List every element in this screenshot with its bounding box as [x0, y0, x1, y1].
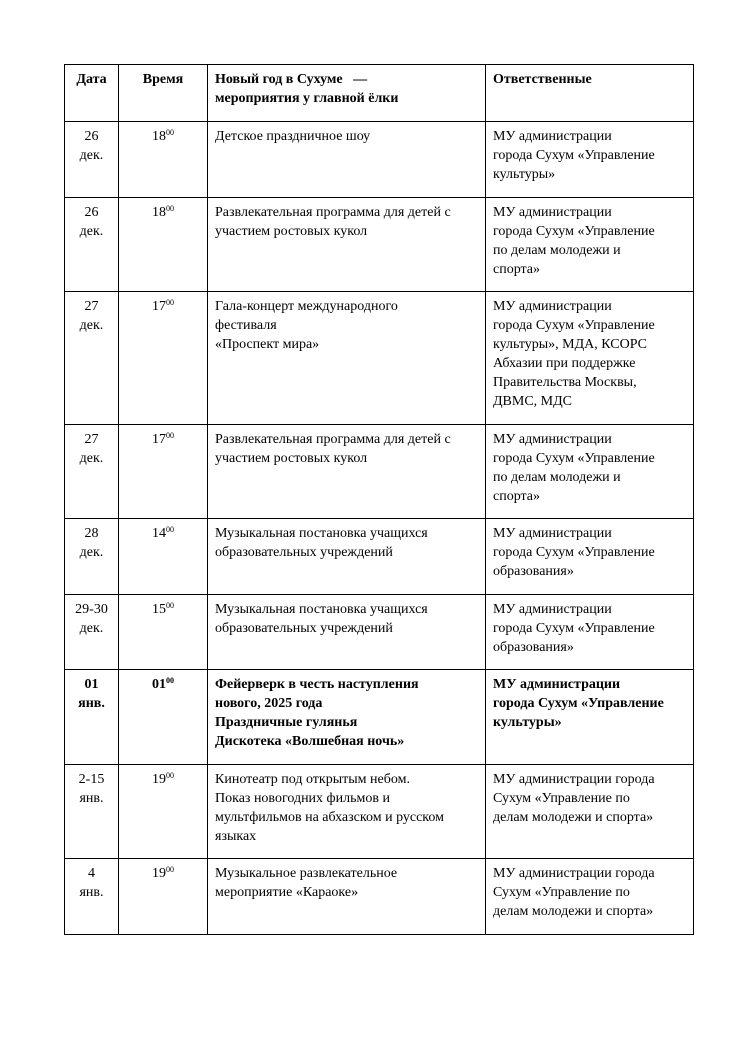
cell-responsible	[486, 765, 694, 859]
time-hour: 15	[152, 602, 166, 617]
table-row	[65, 670, 694, 765]
responsible-line: культуры»	[493, 715, 562, 730]
date-line: 4	[88, 866, 95, 881]
header-row	[65, 65, 694, 122]
table-row	[65, 122, 694, 198]
time-minutes: 00	[166, 771, 174, 780]
responsible-line: ДВМС, МДС	[493, 394, 573, 409]
responsible-line: города Сухум «Управление	[493, 696, 664, 711]
responsible-line: Правительства Москвы,	[493, 375, 637, 390]
responsible-line: МУ администрации	[493, 432, 612, 447]
date-line: 26	[84, 129, 99, 144]
cell-time	[119, 425, 208, 519]
event-line: нового, 2025 года	[215, 696, 323, 711]
event-line: участием ростовых кукол	[215, 451, 368, 466]
responsible-line: делам молодежи и спорта»	[493, 904, 654, 919]
date-line: 2-15	[78, 772, 105, 787]
cell-responsible	[486, 595, 694, 670]
responsible-line: образования»	[493, 564, 574, 579]
responsible-line: города Сухум «Управление	[493, 545, 655, 560]
schedule-table	[64, 64, 694, 935]
responsible-line: по делам молодежи и	[493, 243, 621, 258]
time-minutes: 00	[166, 676, 174, 685]
header-date: Дата	[65, 65, 119, 122]
date-line: 26	[84, 205, 99, 220]
date-line: дек.	[79, 148, 104, 163]
event-line: Музыкальная постановка учащихся	[215, 602, 428, 617]
cell-event	[208, 670, 486, 765]
cell-time	[119, 292, 208, 425]
time-hour: 19	[152, 772, 166, 787]
time-hour: 17	[152, 432, 166, 447]
event-line: фестиваля	[215, 318, 277, 333]
responsible-line: города Сухум «Управление	[493, 148, 655, 163]
header-time: Время	[119, 65, 208, 122]
cell-responsible	[486, 519, 694, 595]
cell-responsible	[486, 670, 694, 765]
cell-event	[208, 198, 486, 292]
date-line: дек.	[79, 545, 104, 560]
responsible-line: образования»	[493, 640, 574, 655]
responsible-line: спорта»	[493, 489, 541, 504]
header-event-line: мероприятия у главной ёлки	[215, 91, 399, 106]
cell-event	[208, 292, 486, 425]
time-hour: 14	[152, 526, 166, 541]
event-line: участием ростовых кукол	[215, 224, 368, 239]
table-row	[65, 198, 694, 292]
responsible-line: Сухум «Управление по	[493, 791, 630, 806]
time-hour: 18	[152, 205, 166, 220]
cell-date	[65, 859, 119, 935]
date-line: 28	[84, 526, 99, 541]
responsible-line: МУ администрации	[493, 677, 621, 692]
cell-date	[65, 595, 119, 670]
time-hour: 19	[152, 866, 166, 881]
table-row	[65, 859, 694, 935]
cell-time	[119, 765, 208, 859]
responsible-line: города Сухум «Управление	[493, 621, 655, 636]
cell-event	[208, 859, 486, 935]
event-line: образовательных учреждений	[215, 545, 393, 560]
cell-time	[119, 595, 208, 670]
cell-date	[65, 425, 119, 519]
event-line: «Проспект мира»	[215, 337, 320, 352]
date-line: 27	[84, 432, 99, 447]
event-line: образовательных учреждений	[215, 621, 393, 636]
time-minutes: 00	[166, 128, 174, 137]
cell-responsible	[486, 122, 694, 198]
cell-date	[65, 519, 119, 595]
event-line: языках	[215, 829, 257, 844]
responsible-line: делам молодежи и спорта»	[493, 810, 654, 825]
date-line: дек.	[79, 318, 104, 333]
cell-time	[119, 519, 208, 595]
cell-event	[208, 595, 486, 670]
responsible-line: культуры», МДА, КСОРС	[493, 337, 648, 352]
table-row	[65, 765, 694, 859]
cell-time	[119, 859, 208, 935]
responsible-line: города Сухум «Управление	[493, 451, 655, 466]
event-line: Показ новогодних фильмов и	[215, 791, 390, 806]
cell-event	[208, 519, 486, 595]
event-line: мультфильмов на абхазском и русском	[215, 810, 444, 825]
event-line: Праздничные гулянья	[215, 715, 358, 730]
header-event	[208, 65, 486, 122]
date-line: дек.	[79, 621, 104, 636]
cell-responsible	[486, 292, 694, 425]
responsible-line: МУ администрации	[493, 299, 612, 314]
date-line: 29-30	[75, 602, 108, 617]
responsible-line: Сухум «Управление по	[493, 885, 630, 900]
time-hour: 18	[152, 129, 166, 144]
event-line: Музыкальное развлекательное	[215, 866, 398, 881]
responsible-line: МУ администрации	[493, 526, 612, 541]
event-line: Музыкальная постановка учащихся	[215, 526, 428, 541]
date-line: 01	[84, 677, 99, 692]
cell-date	[65, 670, 119, 765]
event-line: Фейерверк в честь наступления	[215, 677, 419, 692]
event-line: Гала-концерт международного	[215, 299, 398, 314]
cell-event	[208, 765, 486, 859]
event-line: Дискотека «Волшебная ночь»	[215, 734, 405, 749]
time-minutes: 00	[166, 601, 174, 610]
cell-time	[119, 670, 208, 765]
cell-time	[119, 122, 208, 198]
responsible-line: МУ администрации	[493, 602, 612, 617]
cell-responsible	[486, 425, 694, 519]
responsible-line: МУ администрации	[493, 129, 612, 144]
cell-date	[65, 292, 119, 425]
responsible-line: МУ администрации города	[493, 866, 655, 881]
responsible-line: города Сухум «Управление	[493, 318, 655, 333]
table-row	[65, 292, 694, 425]
event-line: Развлекательная программа для детей с	[215, 432, 451, 447]
date-line: дек.	[79, 451, 104, 466]
responsible-line: культуры»	[493, 167, 556, 182]
event-line: Детское праздничное шоу	[215, 129, 371, 144]
time-hour: 01	[152, 677, 166, 692]
event-line: мероприятие «Караоке»	[215, 885, 359, 900]
date-line: 27	[84, 299, 99, 314]
cell-date	[65, 765, 119, 859]
responsible-line: МУ администрации	[493, 205, 612, 220]
event-line: Развлекательная программа для детей с	[215, 205, 451, 220]
cell-time	[119, 198, 208, 292]
time-minutes: 00	[166, 204, 174, 213]
date-line: дек.	[79, 224, 104, 239]
time-hour: 17	[152, 299, 166, 314]
cell-date	[65, 198, 119, 292]
cell-date	[65, 122, 119, 198]
table-row	[65, 519, 694, 595]
responsible-line: спорта»	[493, 262, 541, 277]
time-minutes: 00	[166, 865, 174, 874]
responsible-line: по делам молодежи и	[493, 470, 621, 485]
cell-event	[208, 122, 486, 198]
date-line: янв.	[79, 885, 104, 900]
date-line: янв.	[78, 696, 105, 711]
time-minutes: 00	[166, 525, 174, 534]
responsible-line: МУ администрации города	[493, 772, 655, 787]
header-responsible: Ответственные	[486, 65, 694, 122]
cell-responsible	[486, 859, 694, 935]
date-line: янв.	[79, 791, 104, 806]
table-row	[65, 595, 694, 670]
header-event-line: Новый год в Сухуме —	[215, 72, 368, 87]
cell-responsible	[486, 198, 694, 292]
time-minutes: 00	[166, 298, 174, 307]
cell-event	[208, 425, 486, 519]
event-line: Кинотеатр под открытым небом.	[215, 772, 410, 787]
responsible-line: Абхазии при поддержке	[493, 356, 636, 371]
responsible-line: города Сухум «Управление	[493, 224, 655, 239]
table-row	[65, 425, 694, 519]
time-minutes: 00	[166, 431, 174, 440]
